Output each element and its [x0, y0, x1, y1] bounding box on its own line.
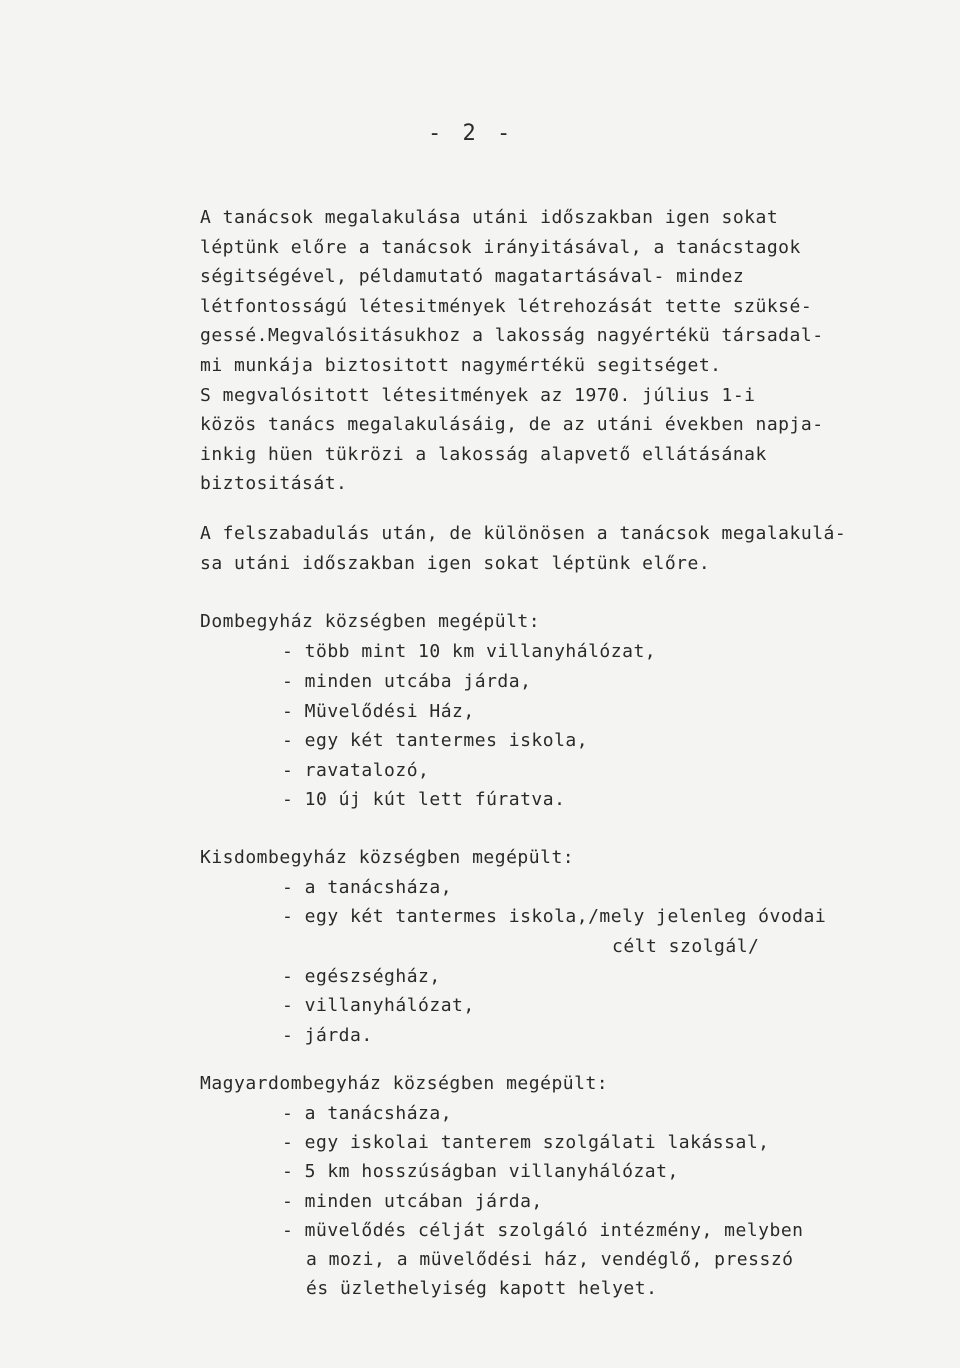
list-item: - minden utcában járda,: [282, 1191, 543, 1212]
list-item: - Müvelődési Ház,: [282, 701, 475, 722]
list-item: - a tanácsháza,: [282, 1103, 453, 1124]
list-item-continuation: a mozi, a müvelődési ház, vendéglő, presszó: [306, 1249, 794, 1270]
list-item-continuation: és üzlethelyiség kapott helyet.: [306, 1278, 658, 1299]
list-item: - müvelődés célját szolgáló intézmény, melyben: [282, 1220, 804, 1241]
list-item: - egy két tantermes iskola,/mely jelenleg óvodai: [282, 906, 827, 927]
list-item: - egy két tantermes iskola,: [282, 730, 589, 751]
section-heading: Dombegyház községben megépült:: [200, 611, 541, 632]
section-heading: Kisdombegyház községben megépült:: [200, 847, 575, 868]
list-item: - minden utcába járda,: [282, 671, 532, 692]
list-item: - járda.: [282, 1025, 373, 1046]
list-item-continuation: célt szolgál/: [612, 936, 760, 957]
list-item: - 10 új kút lett fúratva.: [282, 789, 566, 810]
text-line: létfontosságú létesitmények létrehozását tette szüksé-: [200, 296, 813, 317]
text-line: léptünk előre a tanácsok irányitásával, a tanácstagok: [200, 237, 801, 258]
text-line: inkig hüen tükrözi a lakosság alapvető ellátásának: [200, 444, 767, 465]
text-line: A tanácsok megalakulása utáni időszakban igen sokat: [200, 207, 779, 228]
list-item: - 5 km hosszúságban villanyhálózat,: [282, 1161, 679, 1182]
text-line: sa utáni időszakban igen sokat léptünk előre.: [200, 553, 711, 574]
list-item: - egészségház,: [282, 966, 441, 987]
text-line: A felszabadulás után, de különösen a tanácsok megalakulá-: [200, 523, 847, 544]
text-line: mi munkája biztositott nagymértékü segitséget.: [200, 355, 722, 376]
list-item: - a tanácsháza,: [282, 877, 453, 898]
text-line: gessé.Megvalósitásukhoz a lakosság nagyértékü társadal-: [200, 325, 824, 346]
text-line: közös tanács megalakulásáig, de az utáni években napja-: [200, 414, 824, 435]
list-item: - egy iskolai tanterem szolgálati lakással,: [282, 1132, 770, 1153]
list-item: - több mint 10 km villanyhálózat,: [282, 641, 657, 662]
list-item: - villanyhálózat,: [282, 995, 475, 1016]
text-line: biztositását.: [200, 473, 348, 494]
section-heading: Magyardombegyház községben megépült:: [200, 1073, 609, 1094]
text-line: S megvalósitott létesitmények az 1970. július 1-i: [200, 385, 756, 406]
page-number: - 2 -: [428, 121, 515, 146]
text-line: ségitségével, példamutató magatartásával- mindez: [200, 266, 745, 287]
list-item: - ravatalozó,: [282, 760, 430, 781]
